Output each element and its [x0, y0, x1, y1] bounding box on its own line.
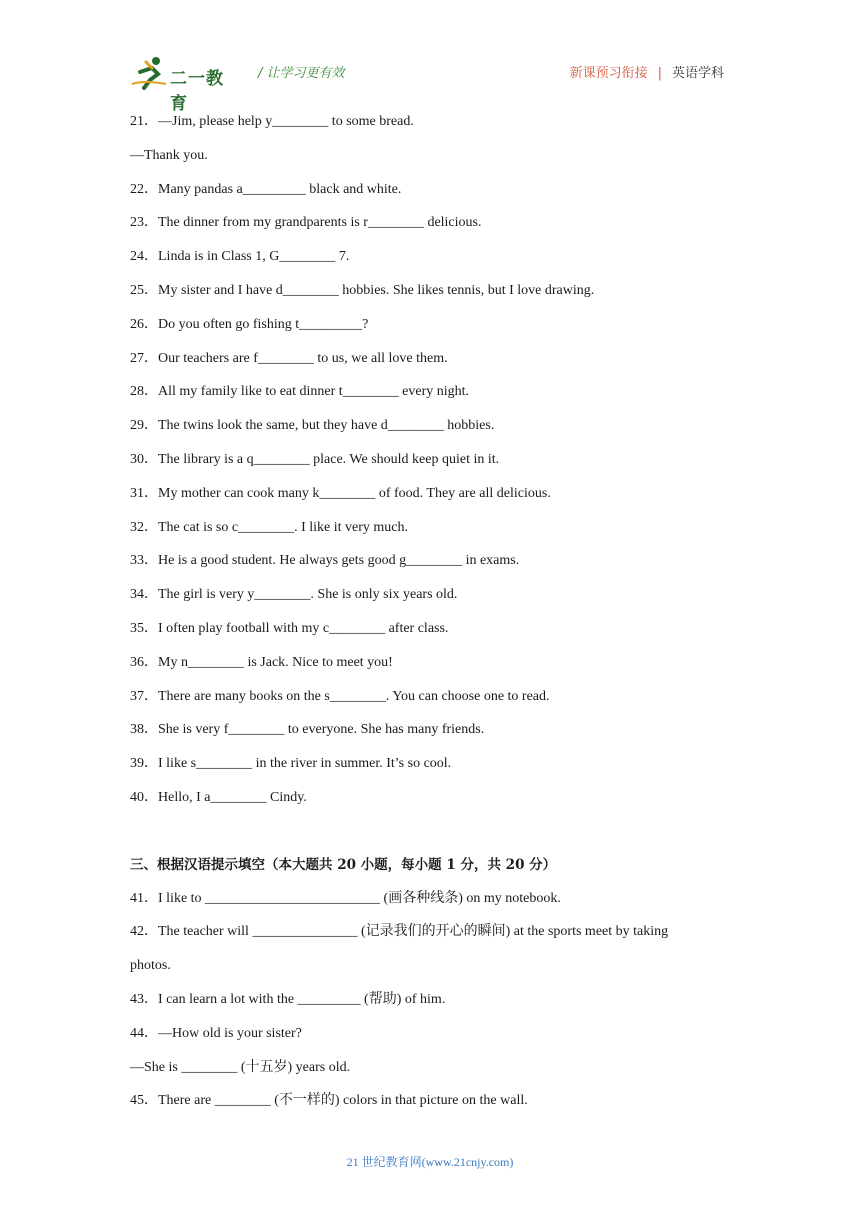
question-line: 44．—How old is your sister?: [130, 1025, 302, 1041]
course-label: 新课预习衔接: [569, 66, 648, 81]
header-subject: [570, 62, 724, 81]
page-header: [130, 52, 730, 114]
header-separator: |: [657, 66, 662, 81]
question-line: 32．The cat is so c________. I like it very much.: [130, 519, 408, 535]
slogan: / 让学习更有效: [258, 66, 345, 81]
question-line: 45．There are ________ (不一样的) colors in that picture on the wall.: [130, 1093, 528, 1109]
logo: [130, 54, 240, 114]
runner-logo-icon: [130, 54, 170, 90]
question-line: 40．Hello, I a________ Cindy.: [130, 789, 307, 805]
question-line: 21．—Jim, please help y________ to some bread.: [130, 114, 414, 129]
question-line: 42．The teacher will _______________ (记录我们的开心的瞬间) at the sports meet by taking: [130, 924, 669, 940]
question-line: 36．My n________ is Jack. Nice to meet you!: [130, 654, 393, 670]
question-line: 24．Linda is in Class 1, G________ 7.: [130, 249, 350, 265]
question-line: 43．I can learn a lot with the _________ (帮助) of him.: [130, 991, 446, 1007]
question-line: 28．All my family like to eat dinner t________ every night.: [130, 384, 470, 400]
question-line: 29．The twins look the same, but they have d________ hobbies.: [130, 418, 495, 434]
question-line: 27．Our teachers are f________ to us, we all love them.: [130, 350, 448, 366]
question-line: 37．There are many books on the s________. You can choose one to read.: [130, 688, 550, 704]
question-line: photos.: [130, 958, 171, 974]
question-line: 41．I like to _________________________ (画各种线条) on my notebook.: [130, 890, 561, 906]
question-line: —She is ________ (十五岁) years old.: [130, 1059, 351, 1075]
question-line: 23．The dinner from my grandparents is r________ delicious.: [130, 215, 482, 231]
question-line: —Thank you.: [130, 147, 208, 163]
question-line: 22．Many pandas a_________ black and white.: [130, 181, 402, 197]
question-line: 25．My sister and I have d________ hobbies. She likes tennis, but I love drawing.: [130, 282, 595, 298]
question-line: 31．My mother can cook many k________ of food. They are all delicious.: [130, 485, 551, 501]
worksheet-content: [130, 110, 730, 1123]
logo-text: 二一教育: [170, 69, 224, 114]
question-line: 26．Do you often go fishing t_________?: [130, 316, 369, 332]
subject-label: 英语学科: [671, 66, 724, 81]
question-line: 35．I often play football with my c________ after class.: [130, 620, 449, 636]
question-line: 34．The girl is very y________. She is only six years old.: [130, 587, 458, 603]
page-footer: 21 世纪教育网(www.21cnjy.com): [346, 1155, 514, 1169]
question-line: 33．He is a good student. He always gets good g________ in exams.: [130, 553, 520, 569]
question-line: 30．The library is a q________ place. We should keep quiet in it.: [130, 451, 500, 467]
question-line: 39．I like s________ in the river in summer. It’s so cool.: [130, 756, 452, 772]
section-title: 三、根据汉语提示填空（本大题共 20 小题，每小题 1 分，共 20 分）: [130, 856, 557, 873]
question-line: 38．She is very f________ to everyone. She has many friends.: [130, 722, 485, 738]
